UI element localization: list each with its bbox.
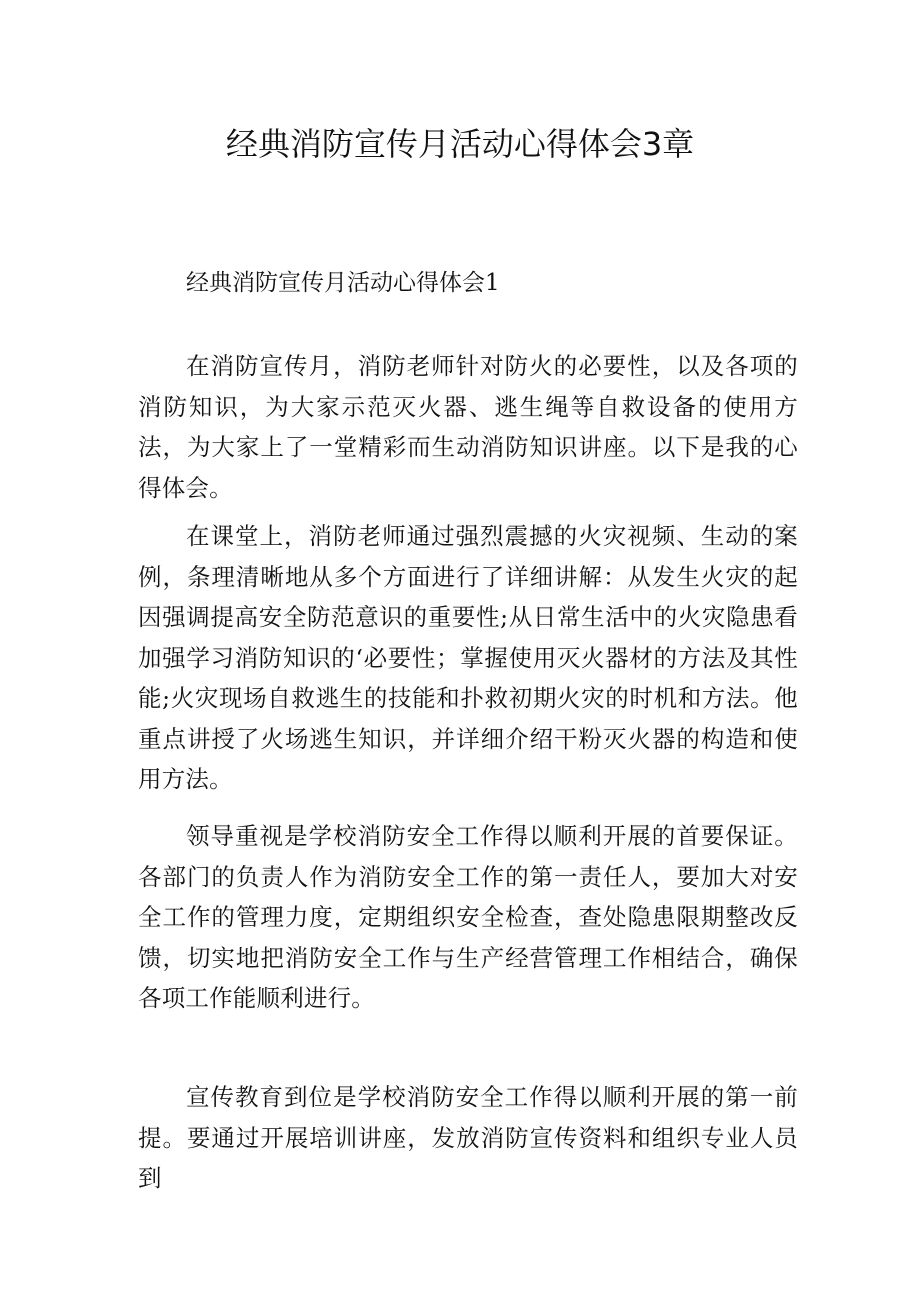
document-title: 经典消防宣传月活动心得体会3章 bbox=[225, 125, 695, 163]
paragraph-2: 在课堂上，消防老师通过强烈震撼的火灾视频、生动的案例，条理清晰地从多个方面进行了详细讲解：从发生火灾的起因强调提高安全防范意识的重要性;从日常生活中的火灾隐患看加强学习消防知识的‘必要性；掌握使用灭火器材的方法及其性能;火灾现场自救逃生的技能和扑救初期火灾的时机和方法。他重点讲授了火场逃生知识，并详细介绍干粉灭火器的构造和使用方法。 bbox=[138, 522, 798, 793]
paragraph-3: 领导重视是学校消防安全工作得以顺利开展的首要保证。各部门的负责人作为消防安全工作的第一责任人，要加大对安全工作的管理力度，定期组织安全检查，查处隐患限期整改反馈，切实地把消防安全工作与生产经营管理工作相结合，确保各项工作能顺利进行。 bbox=[138, 822, 798, 1012]
paragraph-4: 宣传教育到位是学校消防安全工作得以顺利开展的第一前提。要通过开展培训讲座，发放消防宣传资料和组织专业人员到 bbox=[138, 1083, 798, 1192]
paragraph-1: 在消防宣传月，消防老师针对防火的必要性，以及各项的消防知识，为大家示范灭火器、逃生绳等自救设备的使用方法，为大家上了一堂精彩而生动消防知识讲座。以下是我的心得体会。 bbox=[138, 352, 798, 502]
section-heading: 经典消防宣传月活动心得体会1 bbox=[186, 270, 500, 296]
